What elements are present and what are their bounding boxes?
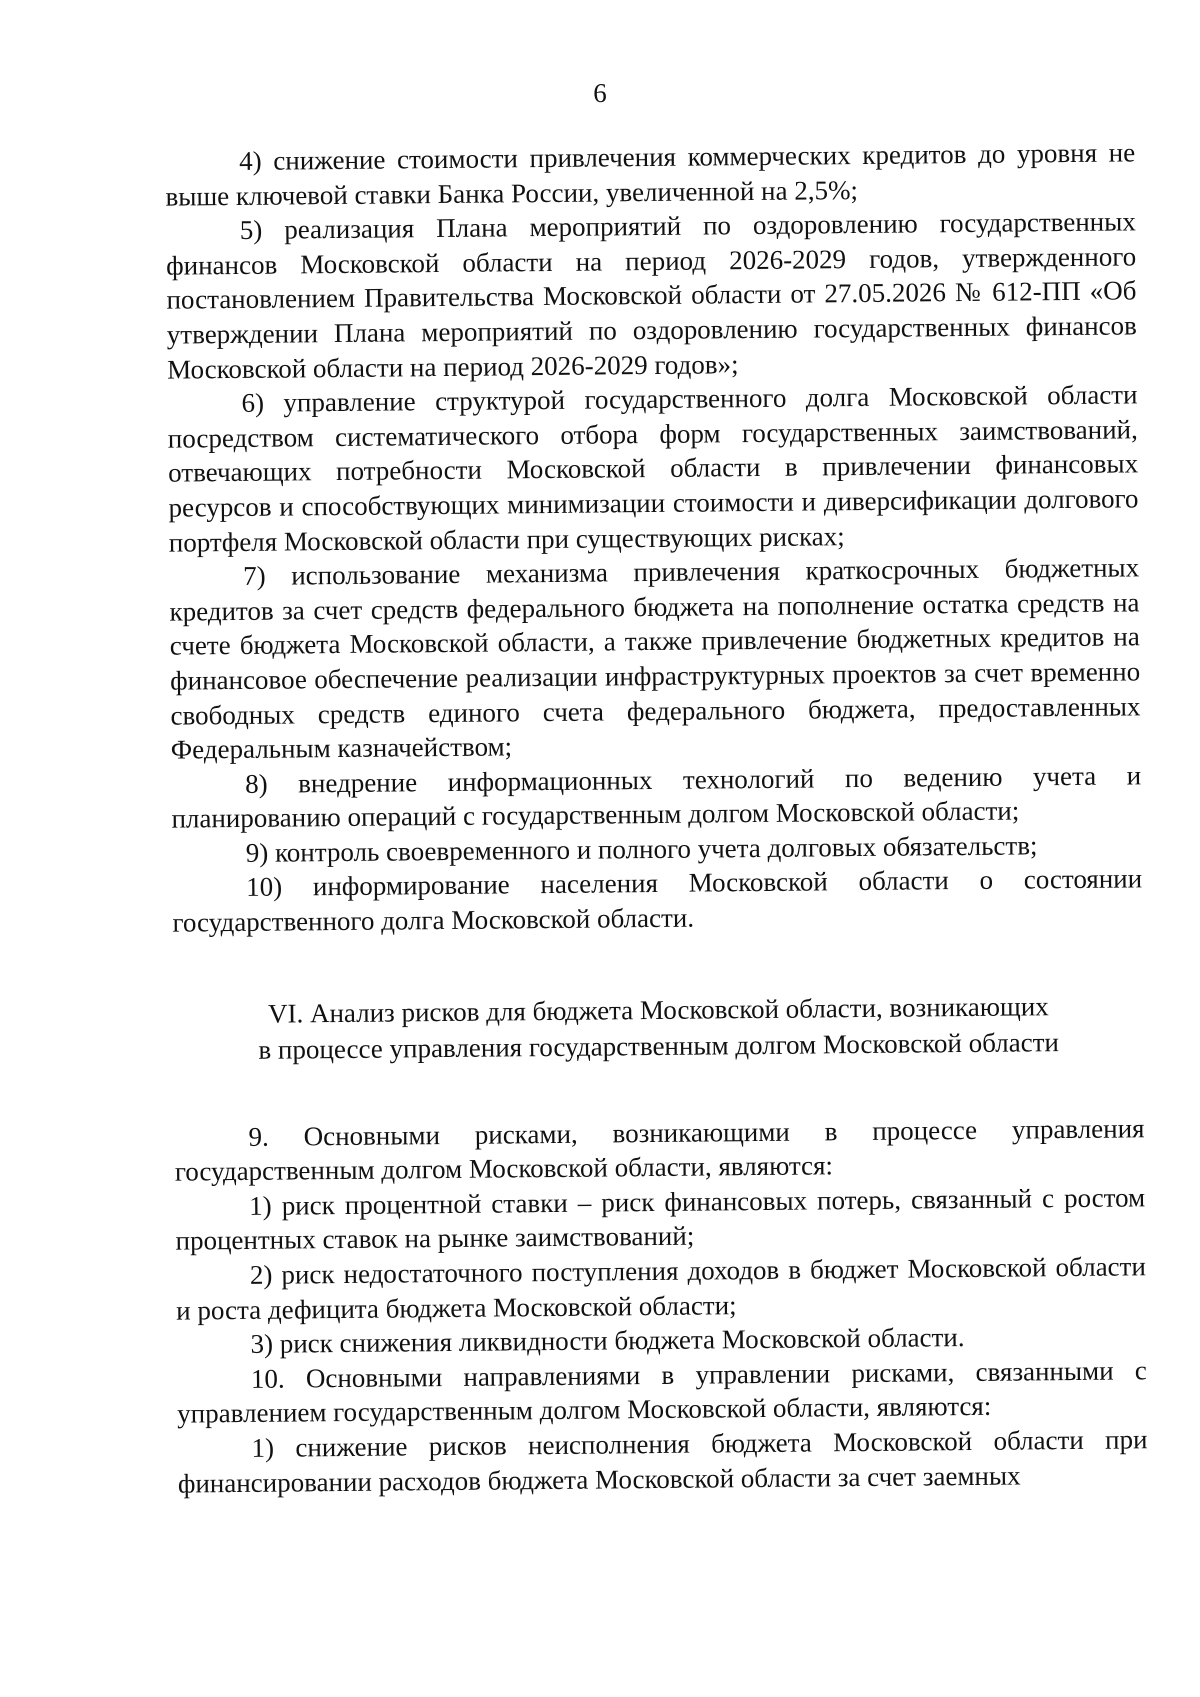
list-item-5: 5) реализация Плана мероприятий по оздоровлению государственных финансов Московской области на период 2026-2029 годов, утвержденного постановлением Правительства Московской области от 27.05.2026 № 612-ПП «Об утверждении Плана мероприятий по оздоровлению государственных финансов Московской области на период 2026-2029 годов»; [166,206,1137,385]
section-heading-line-1: VI. Анализ рисков для бюджета Московской области, возникающих [267,990,1049,1029]
risk-item-2: 2) риск недостаточного поступления доходов в бюджет Московской области и роста дефицита бюджета Московской области; [176,1251,1146,1326]
document-body [165,135,1148,1500]
section-heading [173,987,1144,1068]
risk-item-1: 1) риск процентной ставки – риск финансовых потерь, связанный с ростом процентных ставок на рынке заимствований; [175,1182,1146,1257]
list-item-8: 8) внедрение информационных технологий по ведению учета и планированию операций с государственным долгом Московской области; [171,760,1142,834]
list-item-4: 4) снижение стоимости привлечения коммерческих кредитов до уровня не выше ключевой ставки Банка России, увеличенной на 2,5%; [165,137,1136,212]
risk-item-3: 3) риск снижения ликвидности бюджета Московской области. [250,1322,965,1360]
clause-10: 10. Основными направлениями в управлении рисками, связанными с управлением государственным долгом Московской области, являются: [177,1355,1147,1430]
direction-item-1: 1) снижение рисков неисполнения бюджета Московской области при финансировании расходов бюджета Московской области за счет заемных [177,1424,1148,1499]
page-number: 6 [593,78,607,108]
clause-9: 9. Основными рисками, возникающими в процессе управления государственным долгом Московской области, являются: [174,1112,1145,1187]
list-item-10: 10) информирование населения Московской области о состоянии государственного долга Московской области. [172,863,1143,938]
list-item-9: 9) контроль своевременного и полного учета долговых обязательств; [245,830,1038,868]
section-heading-line-2: в процессе управления государственным долгом Московской области [258,1026,1060,1065]
list-item-6: 6) управление структурой государственного долга Московской области посредством систематического отбора форм государственных заимствований, отвечающих потребности Московской области в привлечении финансовых ресурсов и способствующих минимизации стоимости и диверсификации долгового портфеля Московской области при существующих рисках; [167,379,1139,558]
list-item-7: 7) использование механизма привлечения краткосрочных бюджетных кредитов за счет средств федерального бюджета на пополнение остатка средств на счете бюджета Московской области, а также привлечение бюджетных кредитов на финансовое обеспечение реализации инфраструктурных проектов за счет временно свободных средств единого счета федерального бюджета, предоставленных Федеральным казначейством; [169,552,1141,765]
